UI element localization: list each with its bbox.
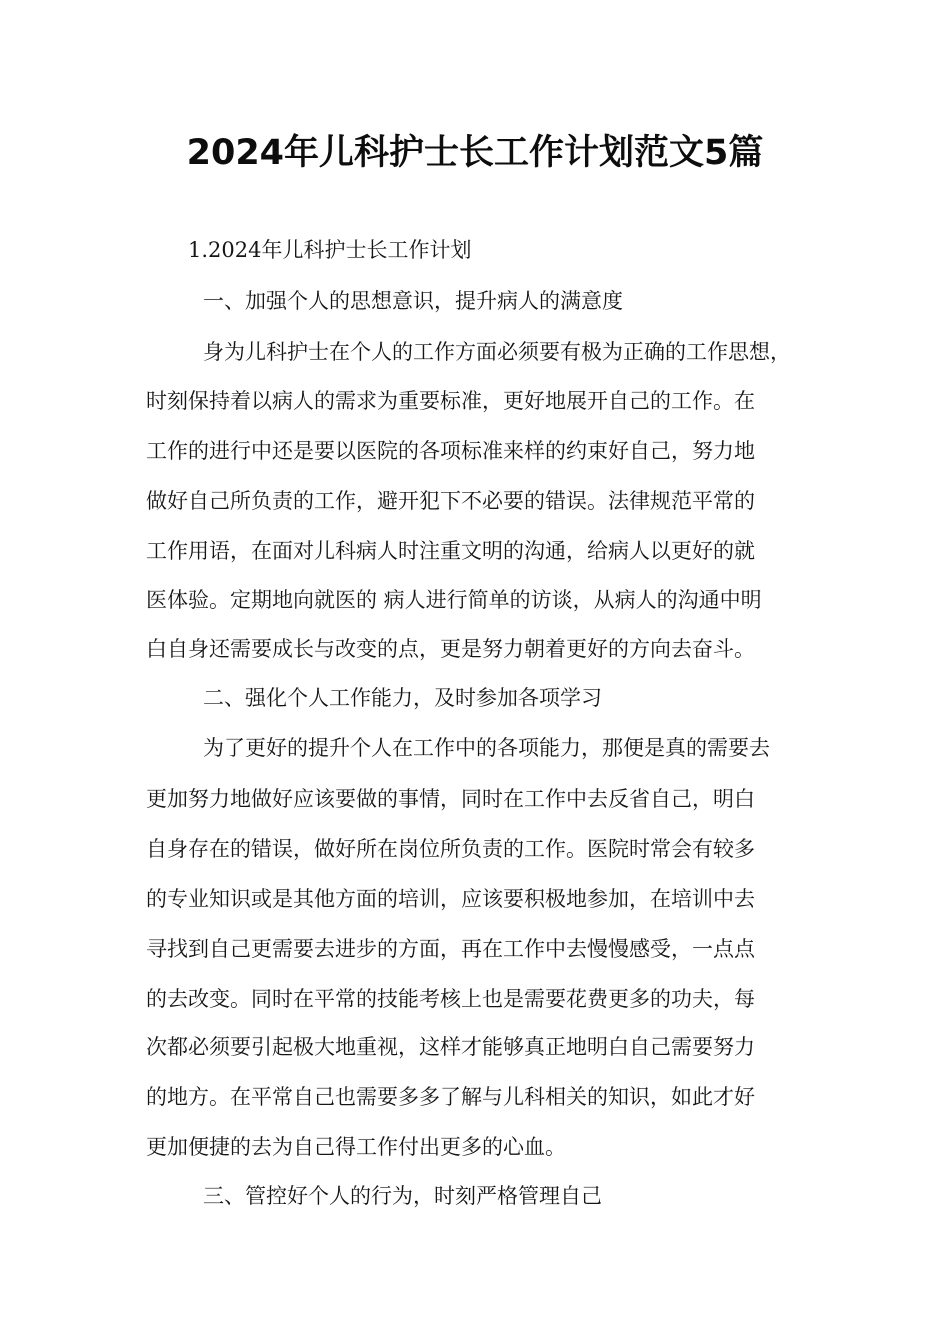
paragraph-line: 寻找到自己更需要去进步的方面，再在工作中去慢慢感受，一点点 xyxy=(146,937,755,961)
paragraph-line: 为了更好的提升个人在工作中的各项能力，那便是真的需要去 xyxy=(203,736,770,760)
paragraph-line: 身为儿科护士在个人的工作方面必须要有极为正确的工作思想， xyxy=(203,340,791,364)
document-title: 2024年儿科护士长工作计划范文5篇 xyxy=(186,133,764,173)
paragraph-line: 更加便捷的去为自己得工作付出更多的心血。 xyxy=(146,1135,566,1159)
paragraph-line: 工作的进行中还是要以医院的各项标准来样的约束好自己，努力地 xyxy=(146,439,755,463)
paragraph-line: 白自身还需要成长与改变的点，更是努力朝着更好的方向去奋斗。 xyxy=(146,637,755,661)
plan-subtitle: 1.2024年儿科护士长工作计划 xyxy=(188,238,472,262)
paragraph-line: 的专业知识或是其他方面的培训，应该要积极地参加，在培训中去 xyxy=(146,887,755,911)
paragraph-line: 的去改变。同时在平常的技能考核上也是需要花费更多的功夫，每 xyxy=(146,987,755,1011)
paragraph-line: 次都必须要引起极大地重视，这样才能够真正地明白自己需要努力 xyxy=(146,1035,755,1059)
paragraph-line: 自身存在的错误，做好所在岗位所负责的工作。医院时常会有较多 xyxy=(146,837,755,861)
section-heading-3: 三、管控好个人的行为，时刻严格管理自己 xyxy=(203,1184,602,1208)
section-heading-1: 一、加强个人的思想意识，提升病人的满意度 xyxy=(203,289,623,313)
paragraph-line: 更加努力地做好应该要做的事情，同时在工作中去反省自己，明白 xyxy=(146,787,755,811)
paragraph-line: 时刻保持着以病人的需求为重要标准，更好地展开自己的工作。在 xyxy=(146,389,755,413)
paragraph-line: 工作用语，在面对儿科病人时注重文明的沟通，给病人以更好的就 xyxy=(146,539,755,563)
paragraph-line: 做好自己所负责的工作，避开犯下不必要的错误。法律规范平常的 xyxy=(146,489,755,513)
section-heading-2: 二、强化个人工作能力，及时参加各项学习 xyxy=(203,686,602,710)
paragraph-line: 的地方。在平常自己也需要多多了解与儿科相关的知识，如此才好 xyxy=(146,1085,755,1109)
paragraph-line: 医体验。定期地向就医的 病人进行简单的访谈，从病人的沟通中明 xyxy=(146,588,762,612)
